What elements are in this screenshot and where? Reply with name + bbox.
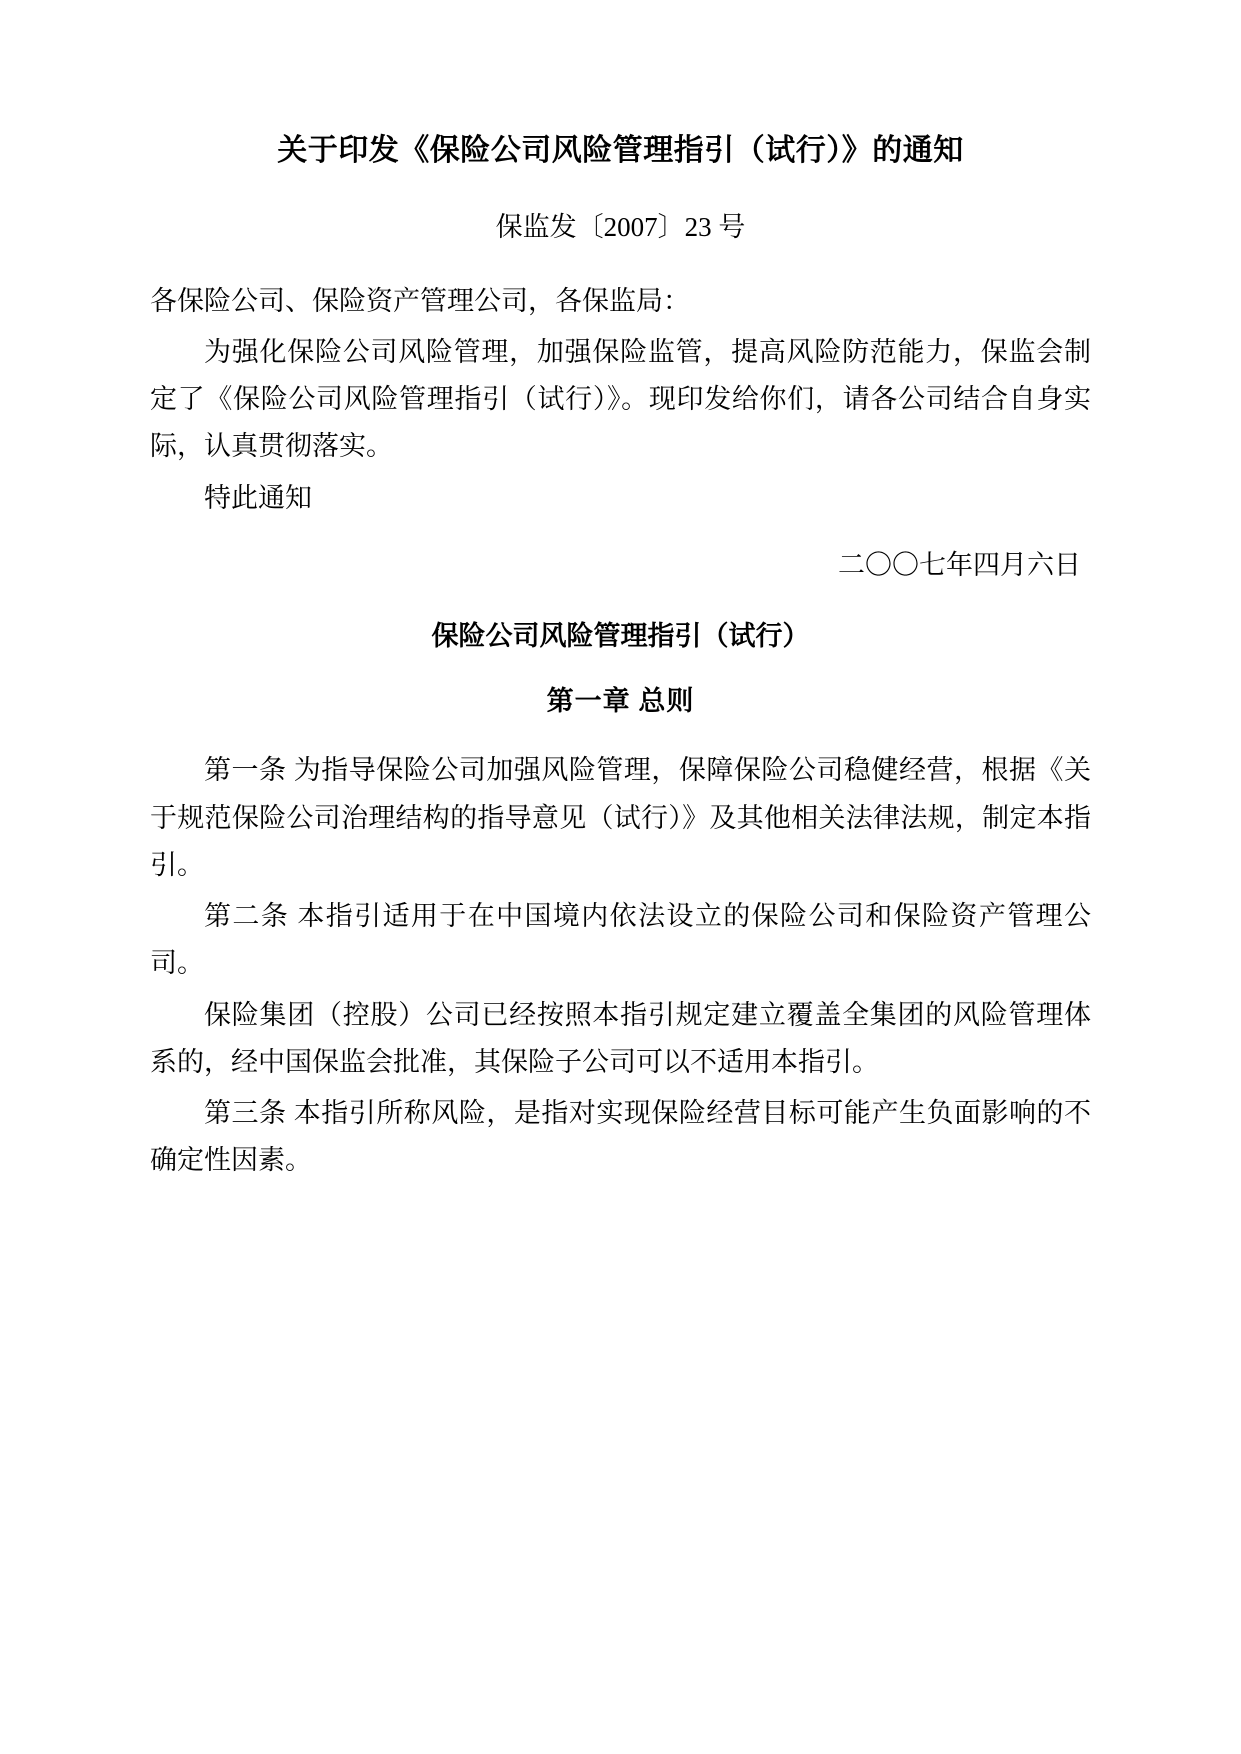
guideline-title: 保险公司风险管理指引（试行） xyxy=(431,621,810,651)
body-paragraph-2: 特此通知 xyxy=(204,482,312,513)
body-paragraph-1: 为强化保险公司风险管理，加强保险监管，提高风险防范能力，保监会制定了《保险公司风险管理指引（试行）》。现印发给你们，请各公司结合自身实际，认真贯彻落实。 xyxy=(150,336,1091,462)
issue-date: 二〇〇七年四月六日 xyxy=(838,549,1081,580)
article-2: 第二条 本指引适用于在中国境内依法设立的保险公司和保险资产管理公司。 xyxy=(150,901,1091,979)
document-title: 关于印发《保险公司风险管理指引（试行）》的通知 xyxy=(277,134,964,167)
chapter-title: 第一章 总则 xyxy=(546,686,695,717)
article-3: 第三条 本指引所称风险，是指对实现保险经营目标可能产生负面影响的不确定性因素。 xyxy=(150,1098,1091,1176)
salutation: 各保险公司、保险资产管理公司，各保监局： xyxy=(150,285,690,316)
document-number: 保监发〔2007〕23 号 xyxy=(495,212,746,242)
article-1: 第一条 为指导保险公司加强风险管理，保障保险公司稳健经营，根据《关于规范保险公司治理结构的指导意见（试行）》及其他相关法律法规，制定本指引。 xyxy=(150,755,1091,880)
article-2-supplement: 保险集团（控股）公司已经按照本指引规定建立覆盖全集团的风险管理体系的，经中国保监会批准，其保险子公司可以不适用本指引。 xyxy=(150,999,1091,1077)
